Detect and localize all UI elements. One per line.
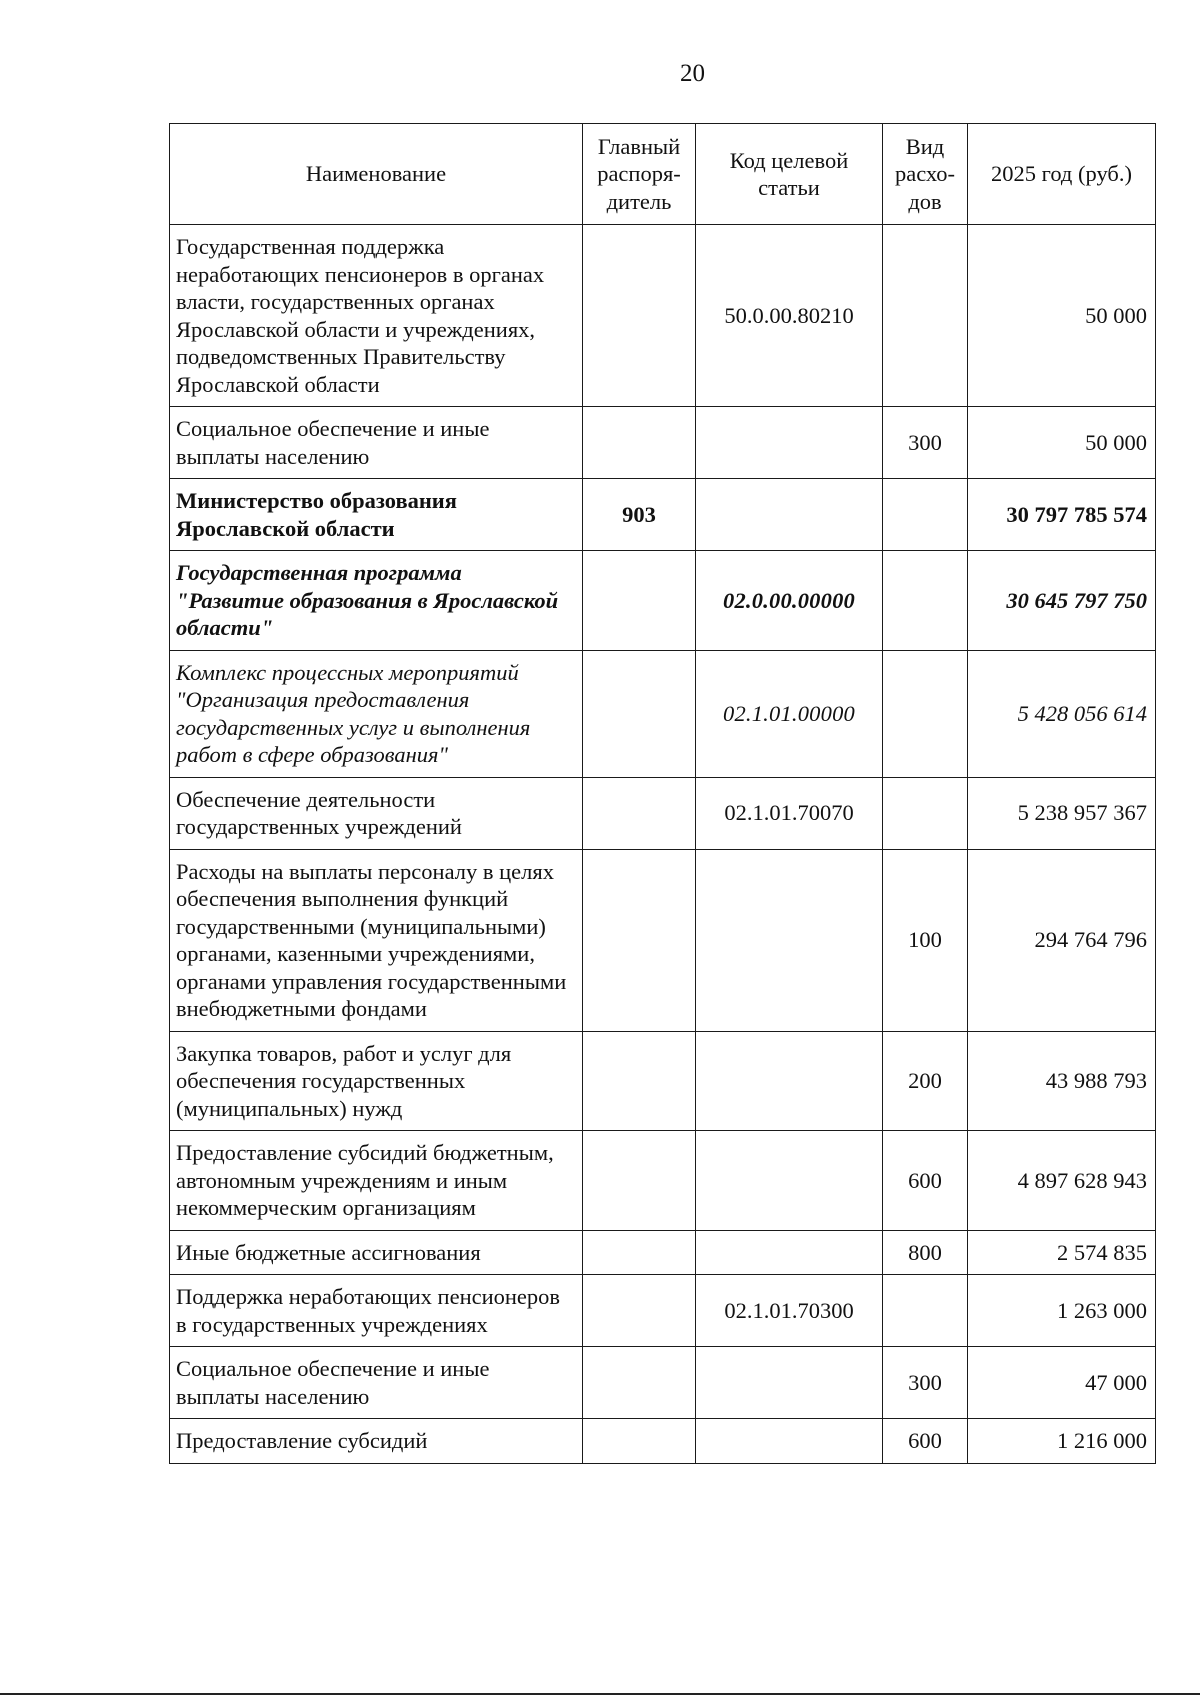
row-target-code xyxy=(696,1347,883,1419)
row-manager xyxy=(583,407,696,479)
row-manager xyxy=(583,1419,696,1464)
table-row xyxy=(170,407,1156,479)
table-row xyxy=(170,849,1156,1031)
row-target-code xyxy=(696,849,883,1031)
table-row xyxy=(170,1031,1156,1131)
row-expense-type xyxy=(883,650,968,777)
table-body xyxy=(170,225,1156,1464)
row-name: Предоставление субсидий xyxy=(170,1419,583,1464)
header-target-code: Код целевой статьи xyxy=(696,124,883,225)
row-target-code xyxy=(696,1031,883,1131)
row-amount: 1 263 000 xyxy=(968,1275,1156,1347)
table-row xyxy=(170,650,1156,777)
row-amount: 30 645 797 750 xyxy=(968,551,1156,651)
table-row xyxy=(170,551,1156,651)
row-expense-type: 600 xyxy=(883,1419,968,1464)
row-amount: 47 000 xyxy=(968,1347,1156,1419)
row-name: Закупка товаров, работ и услуг для обеспечения государственных (муниципальных) нужд xyxy=(170,1031,583,1131)
row-target-code xyxy=(696,407,883,479)
row-manager xyxy=(583,1275,696,1347)
row-manager xyxy=(583,1131,696,1231)
row-target-code: 02.1.01.70070 xyxy=(696,777,883,849)
row-name: Иные бюджетные ассигнования xyxy=(170,1230,583,1275)
row-name: Расходы на выплаты персоналу в целях обеспечения выполнения функций государственными (муниципальными) органами, казенными учреждениями, органами управления государственными внебюджетными фондами xyxy=(170,849,583,1031)
header-amount: 2025 год (руб.) xyxy=(968,124,1156,225)
header-expense-type: Вид расхо-дов xyxy=(883,124,968,225)
row-amount: 294 764 796 xyxy=(968,849,1156,1031)
row-expense-type: 600 xyxy=(883,1131,968,1231)
row-name: Социальное обеспечение и иные выплаты населению xyxy=(170,407,583,479)
page-number: 20 xyxy=(680,60,705,87)
row-manager xyxy=(583,225,696,407)
row-target-code: 02.1.01.00000 xyxy=(696,650,883,777)
header-name: Наименование xyxy=(170,124,583,225)
table-row xyxy=(170,1347,1156,1419)
row-amount: 1 216 000 xyxy=(968,1419,1156,1464)
row-target-code xyxy=(696,479,883,551)
row-manager xyxy=(583,650,696,777)
row-name: Социальное обеспечение и иные выплаты населению xyxy=(170,1347,583,1419)
row-amount: 2 574 835 xyxy=(968,1230,1156,1275)
row-target-code: 02.0.00.00000 xyxy=(696,551,883,651)
table-row xyxy=(170,1419,1156,1464)
row-amount: 43 988 793 xyxy=(968,1031,1156,1131)
row-target-code xyxy=(696,1419,883,1464)
row-expense-type xyxy=(883,777,968,849)
row-name: Предоставление субсидий бюджетным, автономным учреждениям и иным некоммерческим организациям xyxy=(170,1131,583,1231)
row-expense-type: 300 xyxy=(883,1347,968,1419)
table-row xyxy=(170,225,1156,407)
row-name: Комплекс процессных мероприятий "Организация предоставления государственных услуг и выполнения работ в сфере образования" xyxy=(170,650,583,777)
row-expense-type: 100 xyxy=(883,849,968,1031)
row-name: Министерство образования Ярославской области xyxy=(170,479,583,551)
header-manager: Главный распоря-дитель xyxy=(583,124,696,225)
row-name: Государственная программа "Развитие образования в Ярославской области" xyxy=(170,551,583,651)
budget-table xyxy=(169,123,1156,1464)
row-amount: 4 897 628 943 xyxy=(968,1131,1156,1231)
row-manager xyxy=(583,849,696,1031)
page-bottom-rule xyxy=(0,1693,1200,1695)
row-manager xyxy=(583,777,696,849)
row-target-code: 50.0.00.80210 xyxy=(696,225,883,407)
row-expense-type: 800 xyxy=(883,1230,968,1275)
row-amount: 5 428 056 614 xyxy=(968,650,1156,777)
row-target-code: 02.1.01.70300 xyxy=(696,1275,883,1347)
row-amount: 50 000 xyxy=(968,407,1156,479)
row-expense-type xyxy=(883,225,968,407)
table-header-row xyxy=(170,124,1156,225)
table-row xyxy=(170,1275,1156,1347)
table-row xyxy=(170,1230,1156,1275)
row-manager xyxy=(583,551,696,651)
row-amount: 50 000 xyxy=(968,225,1156,407)
row-expense-type xyxy=(883,1275,968,1347)
row-target-code xyxy=(696,1131,883,1231)
row-expense-type: 300 xyxy=(883,407,968,479)
row-name: Обеспечение деятельности государственных учреждений xyxy=(170,777,583,849)
row-expense-type: 200 xyxy=(883,1031,968,1131)
row-target-code xyxy=(696,1230,883,1275)
row-amount: 30 797 785 574 xyxy=(968,479,1156,551)
table-row xyxy=(170,777,1156,849)
table-row xyxy=(170,1131,1156,1231)
row-manager xyxy=(583,1347,696,1419)
row-manager xyxy=(583,1031,696,1131)
row-name: Государственная поддержка неработающих пенсионеров в органах власти, государственных органах Ярославской области и учреждениях, подведомственных Правительству Ярославской области xyxy=(170,225,583,407)
row-expense-type xyxy=(883,551,968,651)
table-row xyxy=(170,479,1156,551)
row-expense-type xyxy=(883,479,968,551)
row-name: Поддержка неработающих пенсионеров в государственных учреждениях xyxy=(170,1275,583,1347)
row-amount: 5 238 957 367 xyxy=(968,777,1156,849)
row-manager xyxy=(583,1230,696,1275)
row-manager: 903 xyxy=(583,479,696,551)
